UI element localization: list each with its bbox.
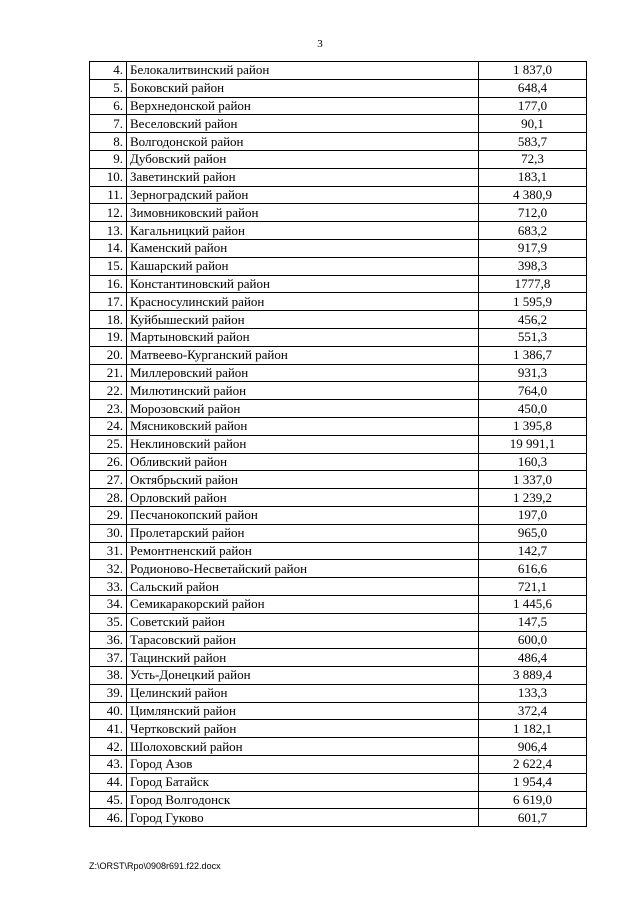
district-name: Песчанокопский район	[127, 506, 479, 524]
row-number: 14.	[90, 239, 127, 257]
district-value: 683,2	[479, 222, 587, 240]
table-row	[90, 115, 587, 133]
table-row	[90, 773, 587, 791]
table-row	[90, 150, 587, 168]
district-name: Верхнедонской район	[127, 97, 479, 115]
row-number: 37.	[90, 649, 127, 667]
district-value: 1 182,1	[479, 720, 587, 738]
district-name: Сальский район	[127, 578, 479, 596]
district-name: Морозовский район	[127, 400, 479, 418]
district-value: 398,3	[479, 257, 587, 275]
district-name: Чертковский район	[127, 720, 479, 738]
row-number: 43.	[90, 756, 127, 774]
row-number: 20.	[90, 346, 127, 364]
district-value: 583,7	[479, 133, 587, 151]
table-row	[90, 222, 587, 240]
district-value: 72,3	[479, 150, 587, 168]
district-value: 456,2	[479, 311, 587, 329]
row-number: 12.	[90, 204, 127, 222]
table-row	[90, 489, 587, 507]
table-row	[90, 133, 587, 151]
district-name: Мясниковский район	[127, 417, 479, 435]
district-name: Обливский район	[127, 453, 479, 471]
district-name: Волгодонской район	[127, 133, 479, 151]
table-row	[90, 79, 587, 97]
row-number: 38.	[90, 667, 127, 685]
district-value: 931,3	[479, 364, 587, 382]
district-value: 1777,8	[479, 275, 587, 293]
district-value: 183,1	[479, 168, 587, 186]
row-number: 28.	[90, 489, 127, 507]
district-value: 450,0	[479, 400, 587, 418]
row-number: 33.	[90, 578, 127, 596]
district-value: 1 445,6	[479, 595, 587, 613]
row-number: 17.	[90, 293, 127, 311]
table-row	[90, 631, 587, 649]
district-value: 1 337,0	[479, 471, 587, 489]
district-name: Шолоховский район	[127, 738, 479, 756]
district-value: 721,1	[479, 578, 587, 596]
district-value: 600,0	[479, 631, 587, 649]
table-row	[90, 97, 587, 115]
district-value: 1 954,4	[479, 773, 587, 791]
row-number: 34.	[90, 595, 127, 613]
district-name: Белокалитвинский район	[127, 62, 479, 80]
district-name: Октябрьский район	[127, 471, 479, 489]
row-number: 5.	[90, 79, 127, 97]
table-row	[90, 613, 587, 631]
table-row	[90, 791, 587, 809]
row-number: 22.	[90, 382, 127, 400]
row-number: 21.	[90, 364, 127, 382]
district-name: Каменский район	[127, 239, 479, 257]
district-name: Константиновский район	[127, 275, 479, 293]
district-value: 906,4	[479, 738, 587, 756]
district-name: Целинский район	[127, 684, 479, 702]
row-number: 16.	[90, 275, 127, 293]
table-row	[90, 595, 587, 613]
row-number: 6.	[90, 97, 127, 115]
district-name: Мартыновский район	[127, 328, 479, 346]
row-number: 27.	[90, 471, 127, 489]
district-value: 764,0	[479, 382, 587, 400]
row-number: 4.	[90, 62, 127, 80]
table-row	[90, 275, 587, 293]
row-number: 45.	[90, 791, 127, 809]
row-number: 24.	[90, 417, 127, 435]
row-number: 8.	[90, 133, 127, 151]
district-name: Миллеровский район	[127, 364, 479, 382]
table-row	[90, 809, 587, 827]
table-row	[90, 186, 587, 204]
district-value: 3 889,4	[479, 667, 587, 685]
row-number: 19.	[90, 328, 127, 346]
district-name: Город Гуково	[127, 809, 479, 827]
row-number: 29.	[90, 506, 127, 524]
row-number: 26.	[90, 453, 127, 471]
district-value: 160,3	[479, 453, 587, 471]
district-name: Родионово-Несветайский район	[127, 560, 479, 578]
district-value: 1 239,2	[479, 489, 587, 507]
district-value: 19 991,1	[479, 435, 587, 453]
row-number: 23.	[90, 400, 127, 418]
district-name: Боковский район	[127, 79, 479, 97]
district-name: Дубовский район	[127, 150, 479, 168]
district-name: Цимлянский район	[127, 702, 479, 720]
table-row	[90, 649, 587, 667]
district-name: Город Батайск	[127, 773, 479, 791]
row-number: 13.	[90, 222, 127, 240]
district-value: 486,4	[479, 649, 587, 667]
table-row	[90, 293, 587, 311]
district-name: Заветинский район	[127, 168, 479, 186]
table-row	[90, 257, 587, 275]
row-number: 41.	[90, 720, 127, 738]
row-number: 42.	[90, 738, 127, 756]
district-name: Город Азов	[127, 756, 479, 774]
row-number: 46.	[90, 809, 127, 827]
row-number: 32.	[90, 560, 127, 578]
district-name: Усть-Донецкий район	[127, 667, 479, 685]
district-name: Кашарский район	[127, 257, 479, 275]
table-row	[90, 756, 587, 774]
district-value: 965,0	[479, 524, 587, 542]
district-value: 147,5	[479, 613, 587, 631]
table-row	[90, 667, 587, 685]
row-number: 44.	[90, 773, 127, 791]
district-name: Пролетарский район	[127, 524, 479, 542]
district-value: 1 837,0	[479, 62, 587, 80]
table-row	[90, 702, 587, 720]
district-name: Веселовский район	[127, 115, 479, 133]
district-name: Красносулинский район	[127, 293, 479, 311]
district-name: Кагальницкий район	[127, 222, 479, 240]
data-table	[89, 61, 587, 827]
district-value: 712,0	[479, 204, 587, 222]
district-name: Семикаракорский район	[127, 595, 479, 613]
district-value: 1 395,8	[479, 417, 587, 435]
district-name: Орловский район	[127, 489, 479, 507]
row-number: 35.	[90, 613, 127, 631]
district-name: Ремонтненский район	[127, 542, 479, 560]
row-number: 36.	[90, 631, 127, 649]
table-row	[90, 720, 587, 738]
row-number: 40.	[90, 702, 127, 720]
table-row	[90, 239, 587, 257]
table-row	[90, 346, 587, 364]
district-name: Матвеево-Курганский район	[127, 346, 479, 364]
district-value: 917,9	[479, 239, 587, 257]
table-row	[90, 382, 587, 400]
row-number: 15.	[90, 257, 127, 275]
district-value: 601,7	[479, 809, 587, 827]
district-name: Куйбышеский район	[127, 311, 479, 329]
district-value: 551,3	[479, 328, 587, 346]
district-value: 2 622,4	[479, 756, 587, 774]
district-name: Город Волгодонск	[127, 791, 479, 809]
table-row	[90, 524, 587, 542]
row-number: 11.	[90, 186, 127, 204]
district-name: Тацинский район	[127, 649, 479, 667]
district-value: 372,4	[479, 702, 587, 720]
table-body	[90, 62, 587, 827]
district-name: Тарасовский район	[127, 631, 479, 649]
row-number: 25.	[90, 435, 127, 453]
table-row	[90, 168, 587, 186]
row-number: 31.	[90, 542, 127, 560]
table-row	[90, 204, 587, 222]
row-number: 9.	[90, 150, 127, 168]
table-row	[90, 400, 587, 418]
district-value: 197,0	[479, 506, 587, 524]
table-row	[90, 684, 587, 702]
district-name: Неклиновский район	[127, 435, 479, 453]
table-row	[90, 311, 587, 329]
file-path-footer: Z:\ORST\Rpo\0908r691.f22.docx	[89, 861, 221, 871]
district-value: 177,0	[479, 97, 587, 115]
table-row	[90, 417, 587, 435]
page-number: 3	[317, 38, 323, 50]
row-number: 18.	[90, 311, 127, 329]
district-value: 142,7	[479, 542, 587, 560]
table-row	[90, 506, 587, 524]
table-row	[90, 328, 587, 346]
district-value: 6 619,0	[479, 791, 587, 809]
row-number: 7.	[90, 115, 127, 133]
district-name: Советский район	[127, 613, 479, 631]
table-row	[90, 578, 587, 596]
district-value: 90,1	[479, 115, 587, 133]
row-number: 30.	[90, 524, 127, 542]
district-value: 4 380,9	[479, 186, 587, 204]
table-row	[90, 364, 587, 382]
row-number: 39.	[90, 684, 127, 702]
table-row	[90, 738, 587, 756]
district-value: 616,6	[479, 560, 587, 578]
district-name: Милютинский район	[127, 382, 479, 400]
table-row	[90, 62, 587, 80]
district-value: 648,4	[479, 79, 587, 97]
row-number: 10.	[90, 168, 127, 186]
district-value: 133,3	[479, 684, 587, 702]
district-name: Зимовниковский район	[127, 204, 479, 222]
table-row	[90, 560, 587, 578]
table-row	[90, 453, 587, 471]
table-row	[90, 542, 587, 560]
table-row	[90, 471, 587, 489]
district-value: 1 386,7	[479, 346, 587, 364]
district-name: Зерноградский район	[127, 186, 479, 204]
table-row	[90, 435, 587, 453]
district-value: 1 595,9	[479, 293, 587, 311]
